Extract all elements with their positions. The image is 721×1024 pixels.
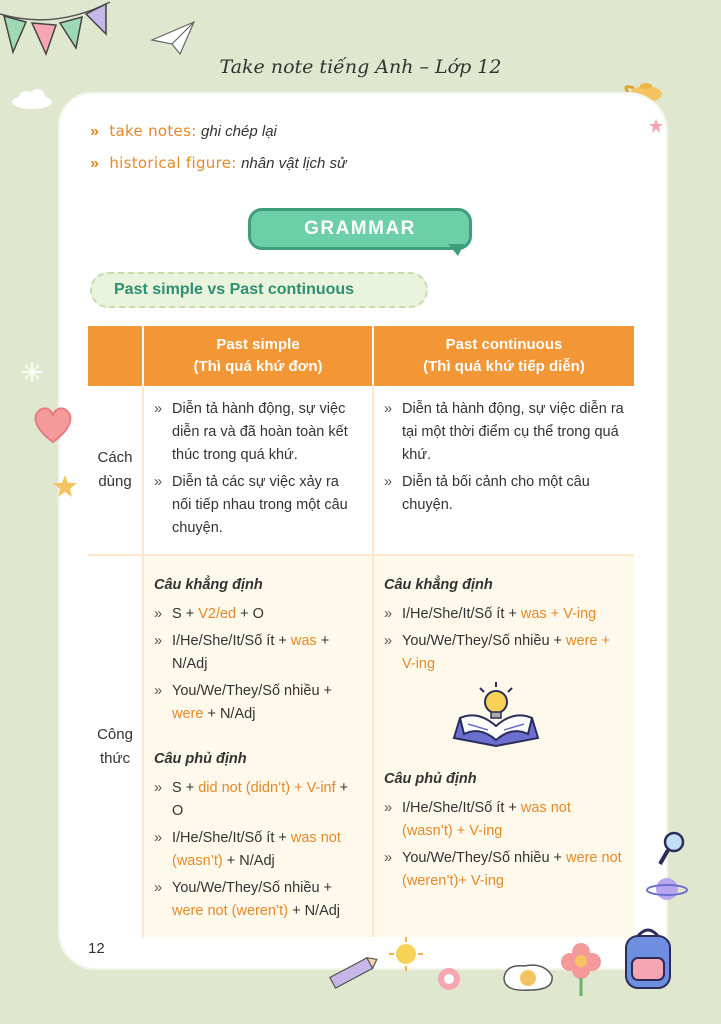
list-item: » You/We/They/Số nhiều + were + N/Adj bbox=[154, 683, 333, 722]
table-corner-cell bbox=[88, 326, 143, 386]
usage-past-continuous-cell bbox=[373, 386, 634, 555]
vocab-item: » take notes: ghi chép lại bbox=[90, 122, 277, 140]
planet-icon bbox=[646, 872, 688, 906]
list-item: » S + did not (didn’t) + V-inf + O bbox=[154, 780, 349, 819]
magnifier-icon bbox=[656, 830, 686, 870]
column-header-past-simple: Past simple (Thì quá khứ đơn) bbox=[143, 326, 373, 386]
sparkle-icon bbox=[20, 360, 44, 384]
affirmative-heading: Câu khẳng định bbox=[154, 577, 263, 593]
list-item: » I/He/She/It/Số ít + was not (wasn’t) + N/Adj bbox=[154, 830, 341, 869]
egg-icon bbox=[500, 960, 556, 994]
cloud-icon bbox=[10, 88, 54, 110]
usage-past-simple-cell bbox=[143, 386, 373, 555]
list-item: » Diễn tả hành động, sự việc diễn ra tại một thời điểm cụ thể trong quá khứ. bbox=[384, 401, 624, 463]
badge-tail bbox=[448, 244, 464, 256]
small-star-icon bbox=[648, 118, 664, 134]
list-item: » Diễn tả các sự việc xảy ra nối tiếp nhau trong một câu chuyện. bbox=[154, 474, 348, 536]
list-item: » You/We/They/Số nhiều + were + V-ing bbox=[384, 633, 610, 672]
heart-icon bbox=[30, 402, 76, 446]
sun-icon bbox=[388, 936, 424, 972]
page-header-title: Take note tiếng Anh – Lớp 12 bbox=[219, 56, 502, 78]
column-header-past-continuous: Past continuous (Thì quá khứ tiếp diễn) bbox=[373, 326, 634, 386]
list-item: » You/We/They/Số nhiều + were not (weren’t)+ V-ing bbox=[384, 850, 622, 889]
formula-past-simple-cell bbox=[143, 555, 373, 937]
formula-past-continuous-cell bbox=[373, 555, 634, 937]
negative-heading: Câu phủ định bbox=[154, 751, 247, 767]
book-lightbulb-icon bbox=[446, 680, 546, 758]
list-item: » Diễn tả hành động, sự việc diễn ra và đã hoàn toàn kết thúc trong quá khứ. bbox=[154, 401, 348, 463]
table-header-row bbox=[88, 326, 634, 386]
row-label-usage: Cách dùng bbox=[88, 386, 143, 555]
dot-flower-icon bbox=[436, 966, 462, 992]
section-subtitle: Past simple vs Past continuous bbox=[90, 272, 428, 308]
list-item: » You/We/They/Số nhiều + were not (weren’t) + N/Adj bbox=[154, 880, 341, 919]
page-number: 12 bbox=[88, 940, 105, 957]
table-row-usage bbox=[88, 386, 634, 555]
list-item: » I/He/She/It/Số ít + was not (wasn’t) + V-ing bbox=[384, 800, 571, 839]
table-row-formula bbox=[88, 555, 634, 937]
list-item: » S + V2/ed + O bbox=[154, 606, 264, 622]
pencil-icon bbox=[324, 950, 382, 994]
grammar-table bbox=[88, 326, 634, 937]
grammar-section-badge: GRAMMAR bbox=[248, 208, 472, 250]
flower-icon bbox=[556, 940, 606, 996]
negative-heading: Câu phủ định bbox=[384, 771, 477, 787]
backpack-icon bbox=[618, 924, 678, 992]
list-item: » I/He/She/It/Số ít + was + N/Adj bbox=[154, 633, 330, 672]
affirmative-heading: Câu khẳng định bbox=[384, 577, 493, 593]
list-item: » Diễn tả bối cảnh cho một câu chuyện. bbox=[384, 474, 590, 513]
vocab-item: » historical figure: nhân vật lịch sử bbox=[90, 154, 347, 172]
row-label-formula: Công thức bbox=[88, 555, 143, 937]
paper-plane-icon bbox=[150, 18, 196, 58]
star-icon bbox=[52, 474, 78, 498]
list-item: » I/He/She/It/Số ít + was + V-ing bbox=[384, 606, 597, 622]
